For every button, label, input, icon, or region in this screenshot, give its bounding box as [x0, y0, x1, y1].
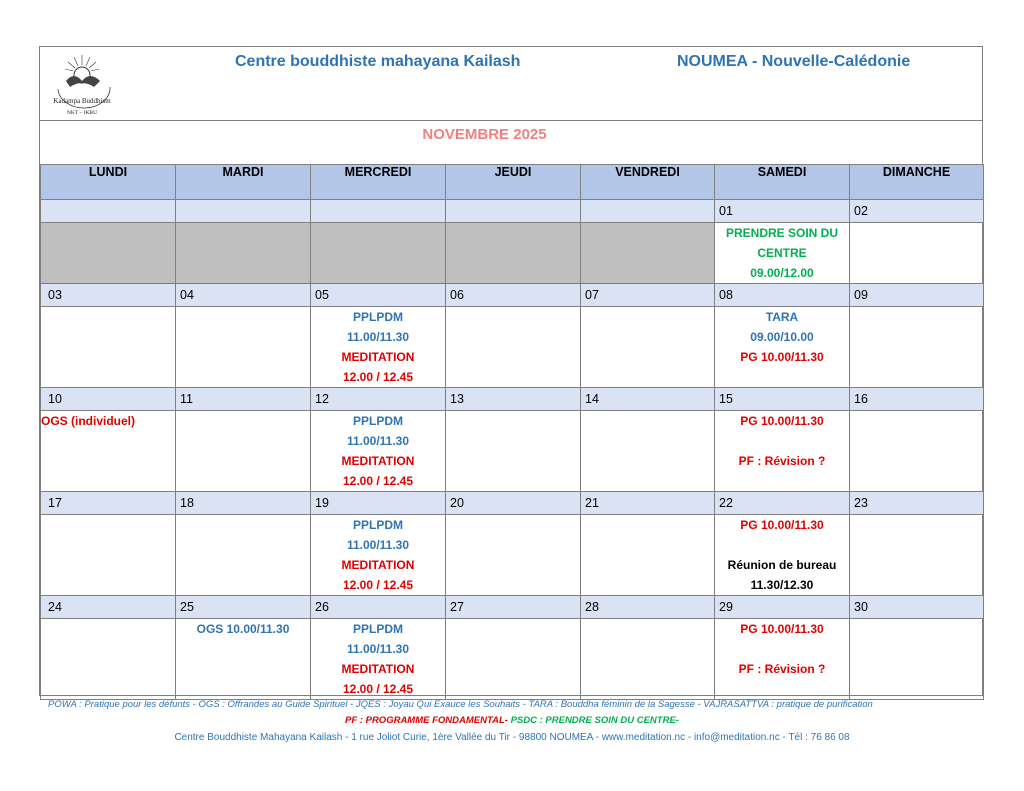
week-number-row	[41, 200, 984, 223]
day-cell	[581, 411, 715, 492]
event-line: PPLPDM	[352, 622, 403, 636]
event-line: 11.00/11.30	[346, 642, 410, 656]
day-number: 13	[446, 388, 581, 411]
event-line: OGS (individuel)	[41, 414, 136, 428]
day-number: 03	[41, 284, 176, 307]
day-cell	[41, 515, 176, 596]
day-number: 01	[715, 200, 850, 223]
day-number: 09	[850, 284, 984, 307]
event-line: 11.00/11.30	[346, 330, 410, 344]
footer-legend: POWA : Pratique pour les défunts - OGS : Offrandes au Guide Spirituel - JQES : Joyau Qui Exauce les Souhaits - TARA : Bouddha féminin de la Sagesse - VAJRASATTVA : pratique de purification	[48, 699, 873, 710]
month-title: NOVEMBRE 2025	[422, 126, 547, 143]
week-number-row	[41, 388, 984, 411]
day-number: 19	[311, 492, 446, 515]
event-line: 09.00/12.00	[750, 266, 814, 280]
day-number: 04	[176, 284, 311, 307]
event-line: PG 10.00/11.30	[740, 622, 824, 636]
day-number: 12	[311, 388, 446, 411]
day-cell	[850, 619, 984, 700]
footer-address: Centre Bouddhiste Mahayana Kailash - 1 rue Joliot Curie, 1ère Vallée du Tir - 98800 NOUMEA - www.meditation.nc - info@meditation.nc - Tél : 76 86 08	[174, 732, 850, 743]
week-content-row	[41, 619, 984, 700]
event-line: 12.00 / 12.45	[342, 370, 414, 384]
day-number: 07	[581, 284, 715, 307]
event-line: 12.00 / 12.45	[342, 578, 414, 592]
day-cell	[41, 619, 176, 700]
day-number: 26	[311, 596, 446, 619]
day-cell	[850, 515, 984, 596]
week-content-row	[41, 223, 984, 284]
day-number: 15	[715, 388, 850, 411]
day-number: 10	[41, 388, 176, 411]
day-number: 11	[176, 388, 311, 411]
city-title: NOUMEA - Nouvelle-Calédonie	[677, 53, 911, 70]
event-line: PG 10.00/11.30	[740, 414, 824, 428]
event-line	[715, 535, 849, 555]
event-line: 09.00/10.00	[750, 330, 814, 344]
event-line: TARA	[765, 310, 799, 324]
day-number: 18	[176, 492, 311, 515]
week-content-row	[41, 307, 984, 388]
event-line: PPLPDM	[352, 310, 403, 324]
event-line	[715, 639, 849, 659]
event-line: MEDITATION	[341, 454, 415, 468]
event-line: PG 10.00/11.30	[740, 350, 824, 364]
day-cell	[41, 307, 176, 388]
day-number	[446, 200, 581, 223]
day-header-dimanche: DIMANCHE	[850, 165, 984, 200]
header	[40, 47, 982, 121]
day-cell	[581, 223, 715, 284]
event-line: 11.30/12.30	[750, 578, 814, 592]
month-bar	[40, 120, 982, 166]
day-number: 17	[41, 492, 176, 515]
day-cell	[41, 411, 176, 492]
week-number-row	[41, 596, 984, 619]
day-cell	[176, 619, 311, 700]
day-number	[311, 200, 446, 223]
event-line: PPLPDM	[352, 518, 403, 532]
day-cell	[715, 223, 850, 284]
event-line: 11.00/11.30	[346, 538, 410, 552]
week-number-row	[41, 284, 984, 307]
day-cell	[581, 619, 715, 700]
day-header-jeudi: JEUDI	[446, 165, 581, 200]
day-cell	[446, 619, 581, 700]
day-cell	[311, 223, 446, 284]
event-line: PF : Révision ?	[738, 662, 826, 676]
pf-legend: PF : PROGRAMME FONDAMENTAL	[345, 715, 505, 726]
day-number: 08	[715, 284, 850, 307]
day-header-samedi: SAMEDI	[715, 165, 850, 200]
day-cell	[311, 307, 446, 388]
day-cell	[446, 223, 581, 284]
day-number	[41, 200, 176, 223]
event-line: PPLPDM	[352, 414, 403, 428]
day-cell	[176, 515, 311, 596]
day-cell	[446, 307, 581, 388]
day-number	[176, 200, 311, 223]
day-header-lundi: LUNDI	[41, 165, 176, 200]
day-cell	[176, 223, 311, 284]
event-line: MEDITATION	[341, 558, 415, 572]
day-number: 28	[581, 596, 715, 619]
legend-separator: -	[504, 715, 511, 726]
day-number	[581, 200, 715, 223]
day-header-mardi: MARDI	[176, 165, 311, 200]
event-line: 12.00 / 12.45	[342, 474, 414, 488]
event-line: PRENDRE SOIN DU	[725, 226, 838, 240]
day-header-mercredi: MERCREDI	[311, 165, 446, 200]
day-number: 27	[446, 596, 581, 619]
week-number-row	[41, 492, 984, 515]
event-line: 11.00/11.30	[346, 434, 410, 448]
day-cell	[715, 619, 850, 700]
day-cell	[176, 411, 311, 492]
day-number: 30	[850, 596, 984, 619]
day-cell	[715, 411, 850, 492]
day-cell	[581, 515, 715, 596]
day-number: 20	[446, 492, 581, 515]
event-line: PF : Révision ?	[738, 454, 826, 468]
day-number: 21	[581, 492, 715, 515]
day-cell	[715, 515, 850, 596]
day-cell	[311, 515, 446, 596]
day-cell	[311, 411, 446, 492]
day-header-vendredi: VENDREDI	[581, 165, 715, 200]
calendar-frame	[39, 46, 983, 696]
day-cell	[850, 307, 984, 388]
svg-text:NKT – IKBU: NKT – IKBU	[66, 110, 98, 116]
day-cell	[311, 619, 446, 700]
org-title: Centre bouddhiste mahayana Kailash	[235, 53, 521, 70]
day-number: 29	[715, 596, 850, 619]
svg-text:Kadampa Buddhism: Kadampa Buddhism	[53, 97, 111, 105]
footer-programs	[0, 715, 1024, 726]
day-number: 16	[850, 388, 984, 411]
day-cell	[41, 223, 176, 284]
day-number: 14	[581, 388, 715, 411]
day-cell	[715, 307, 850, 388]
day-number: 02	[850, 200, 984, 223]
calendar-table	[40, 164, 984, 700]
day-cell	[446, 411, 581, 492]
event-line: MEDITATION	[341, 350, 415, 364]
day-cell	[581, 307, 715, 388]
event-line: 12.00 / 12.45	[342, 682, 414, 696]
day-number: 22	[715, 492, 850, 515]
day-number: 25	[176, 596, 311, 619]
week-content-row	[41, 411, 984, 492]
event-line: MEDITATION	[341, 662, 415, 676]
day-cell	[850, 411, 984, 492]
event-line: PG 10.00/11.30	[740, 518, 824, 532]
event-line: CENTRE	[757, 246, 807, 260]
day-number: 05	[311, 284, 446, 307]
psdc-legend: PSDC : PRENDRE SOIN DU CENTRE-	[510, 715, 679, 726]
day-number: 06	[446, 284, 581, 307]
day-cell	[176, 307, 311, 388]
week-content-row	[41, 515, 984, 596]
day-number: 23	[850, 492, 984, 515]
event-line: Réunion de bureau	[727, 558, 837, 572]
day-header-row	[41, 165, 984, 200]
event-line: OGS 10.00/11.30	[196, 622, 290, 636]
day-cell	[446, 515, 581, 596]
day-cell	[850, 223, 984, 284]
kadampa-logo-icon	[44, 51, 120, 117]
event-line	[715, 431, 849, 451]
day-number: 24	[41, 596, 176, 619]
